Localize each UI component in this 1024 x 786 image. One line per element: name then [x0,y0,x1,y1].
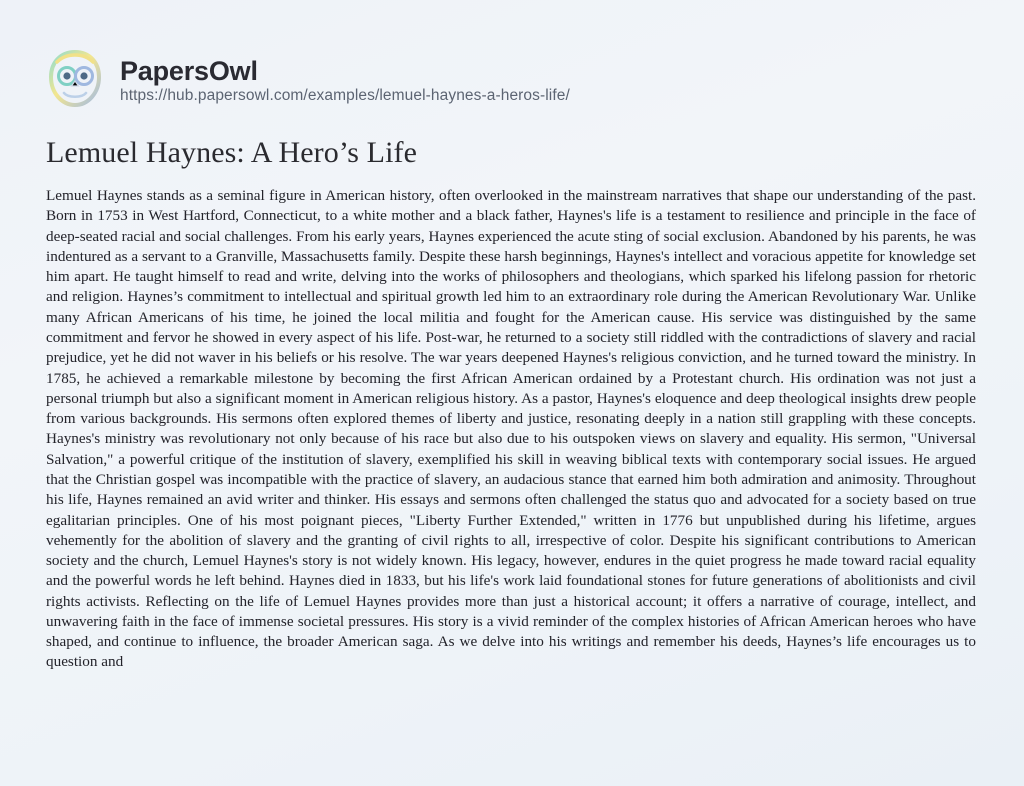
brand-name: PapersOwl [120,55,258,86]
site-header [0,0,1024,110]
brand-block [120,53,570,106]
essay-body: Lemuel Haynes stands as a seminal figure in American history, often overlooked in the mainstream narratives that shape our understanding of the past. Born in 1753 in West Hartford, Connecticut, to a white mother and a black father, Haynes's life is a testament to resilience and principle in the face of deep-seated racial and social challenges. From his early years, Haynes experienced the acute sting of social exclusion. Abandoned by his parents, he was indentured as a servant to a Granville, Massachusetts family. Despite these harsh beginnings, Haynes's intellect and voracious appetite for knowledge set him apart. He taught himself to read and write, delving into the works of philosophers and theologians, which sparked his lifelong passion for rhetoric and religion. Haynes’s commitment to intellectual and spiritual growth led him to an extraordinary role during the American Revolutionary War. Unlike many African Americans of his time, he joined the local militia and fought for the American cause. His service was distinguished by the same commitment and fervor he showed in every aspect of his life. Post-war, he returned to a society still riddled with the contradictions of slavery and racial prejudice, yet he did not waver in his beliefs or his resolve. The war years deepened Haynes's religious conviction, and he turned toward the ministry. In 1785, he achieved a remarkable milestone by becoming the first African American ordained by a Protestant church. His ordination was not just a personal triumph but also a significant moment in American religious history. As a pastor, Haynes's eloquence and deep theological insights drew people from various backgrounds. His sermons often explored themes of liberty and justice, resonating deeply in a nation still grappling with these concepts. Haynes's ministry was revolutionary not only because of his race but also due to his outspoken views on slavery and equality. His sermon, "Universal Salvation," a powerful critique of the institution of slavery, exemplified his skill in weaving biblical texts with contemporary social issues. He argued that the Christian gospel was incompatible with the practice of slavery, an audacious stance that earned him both admiration and animosity. Throughout his life, Haynes remained an avid writer and thinker. His essays and sermons often challenged the status quo and advocated for a society based on true egalitarian principles. One of his most poignant pieces, "Liberty Further Extended," written in 1776 but unpublished during his lifetime, argues vehemently for the abolition of slavery and the granting of civil rights to all, irrespective of color. Despite his significant contributions to American society and the church, Lemuel Haynes's story is not widely known. His legacy, however, endures in the quiet progress he made toward racial equality and the powerful words he left behind. Haynes died in 1833, but his life's work laid foundational stones for future generations of abolitionists and civil rights activists. Reflecting on the life of Lemuel Haynes provides more than just a historical account; it offers a narrative of courage, intellect, and unwavering faith in the face of immense societal pressures. His story is a vivid reminder of the complex histories of African American heroes who have shaped, and continue to influence, the broader American saga. As we delve into his writings and remember his deeds, Haynes’s life encourages us to question and [46,187,976,671]
owl-logo-icon [44,48,106,110]
page-title: Lemuel Haynes: A Hero’s Life [46,136,418,169]
document-content [0,110,1024,673]
source-url[interactable]: https://hub.papersowl.com/examples/lemuel-haynes-a-heros-life/ [120,86,570,104]
